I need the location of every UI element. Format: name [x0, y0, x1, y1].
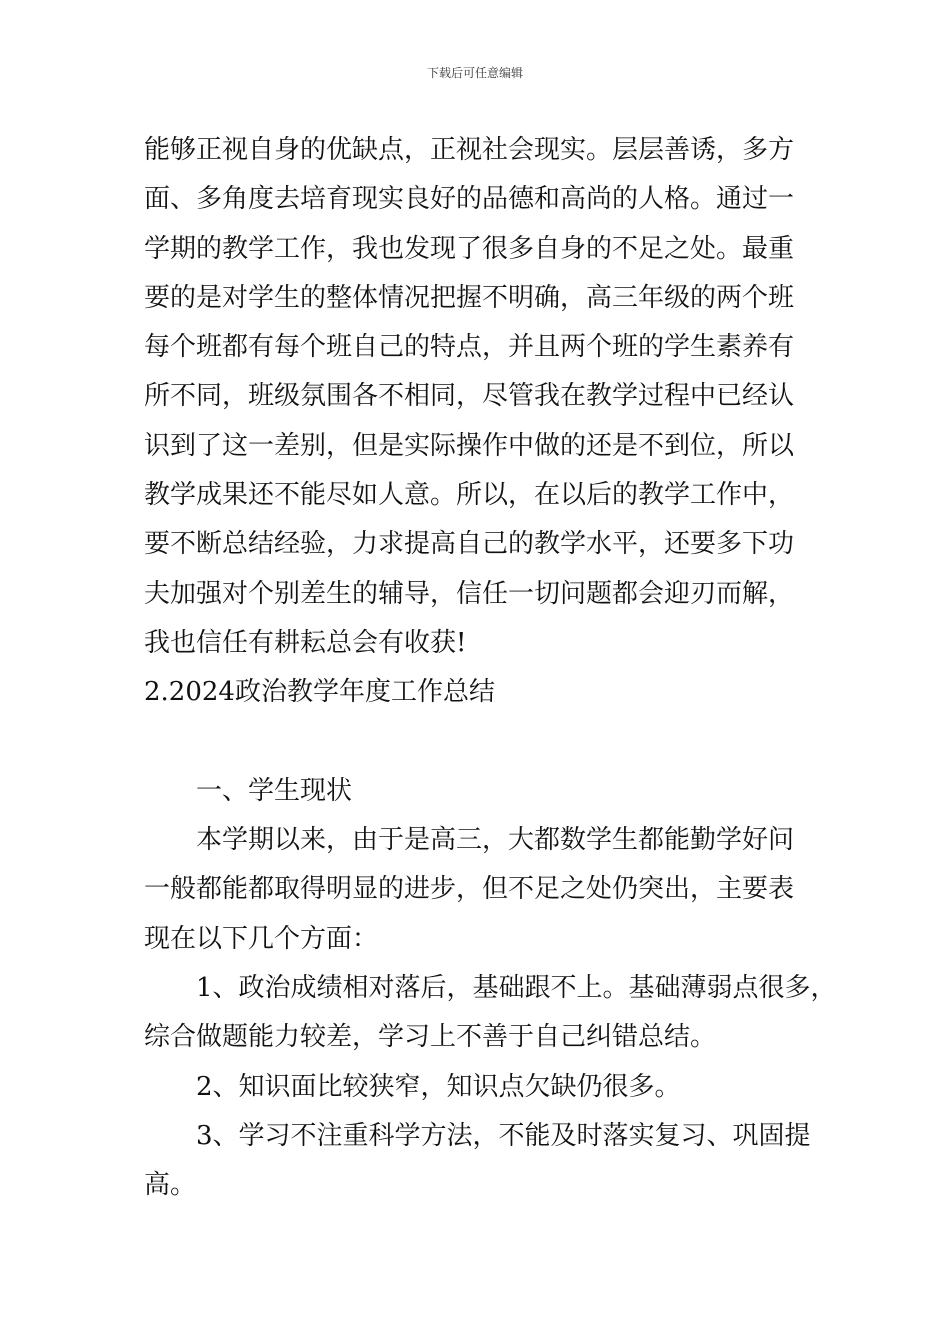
list-item: [144, 964, 837, 1063]
text-line: 能够正视自身的优缺点，正视社会现实。层层善诱，多方: [144, 135, 795, 165]
text-line: 要不断总结经验，力求提高自己的教学水平，还要多下功: [144, 529, 795, 560]
subheading: 一、学生现状: [196, 775, 353, 806]
text-line: 面、多角度去培育现实良好的品德和高尚的人格。通过一: [144, 184, 795, 215]
paragraph-student-status: [144, 816, 816, 964]
text-line: 学期的教学工作，我也发现了很多自身的不足之处。最重: [144, 233, 795, 264]
text-line: 1、政治成绩相对落后，基础跟不上。基础薄弱点很多，: [196, 973, 837, 1004]
text-line: 教学成果还不能尽如人意。所以，在以后的教学工作中，: [144, 480, 795, 511]
text-line: 识到了这一差别，但是实际操作中做的还是不到位，所以: [144, 430, 795, 461]
text-line: 要的是对学生的整体情况把握不明确，高三年级的两个班: [144, 282, 795, 313]
section-title: 2.2024政治教学年度工作总结: [144, 677, 495, 708]
text-line: 所不同，班级氛围各不相同，尽管我在教学过程中已经认: [144, 381, 795, 412]
text-line: 高。: [144, 1170, 197, 1201]
text-line: 一般都能都取得明显的进步，但不足之处仍突出，主要表: [144, 874, 795, 905]
list-item: [144, 1063, 816, 1112]
text-line: 我也信任有耕耘总会有收获!: [144, 627, 467, 658]
text-line: 现在以下几个方面：: [144, 923, 379, 954]
document-body: [144, 126, 837, 1211]
text-line: 夫加强对个别差生的辅导，信任一切问题都会迎刃而解，: [144, 578, 795, 609]
text-line: 3、学习不注重科学方法，不能及时落实复习、巩固提: [196, 1120, 811, 1151]
list-item: [144, 1112, 816, 1211]
text-line: 本学期以来，由于是高三，大都数学生都能勤学好问: [196, 825, 795, 856]
text-line: 每个班都有每个班自己的特点，并且两个班的学生素养有: [144, 332, 795, 363]
blank-line: [144, 718, 816, 767]
page-header: 下载后可任意编辑: [426, 66, 523, 80]
paragraph-closing: [144, 126, 816, 668]
text-line: 综合做题能力较差，学习上不善于自己纠错总结。: [144, 1022, 717, 1053]
text-line: 2、知识面比较狭窄，知识点欠缺仍很多。: [196, 1071, 681, 1102]
